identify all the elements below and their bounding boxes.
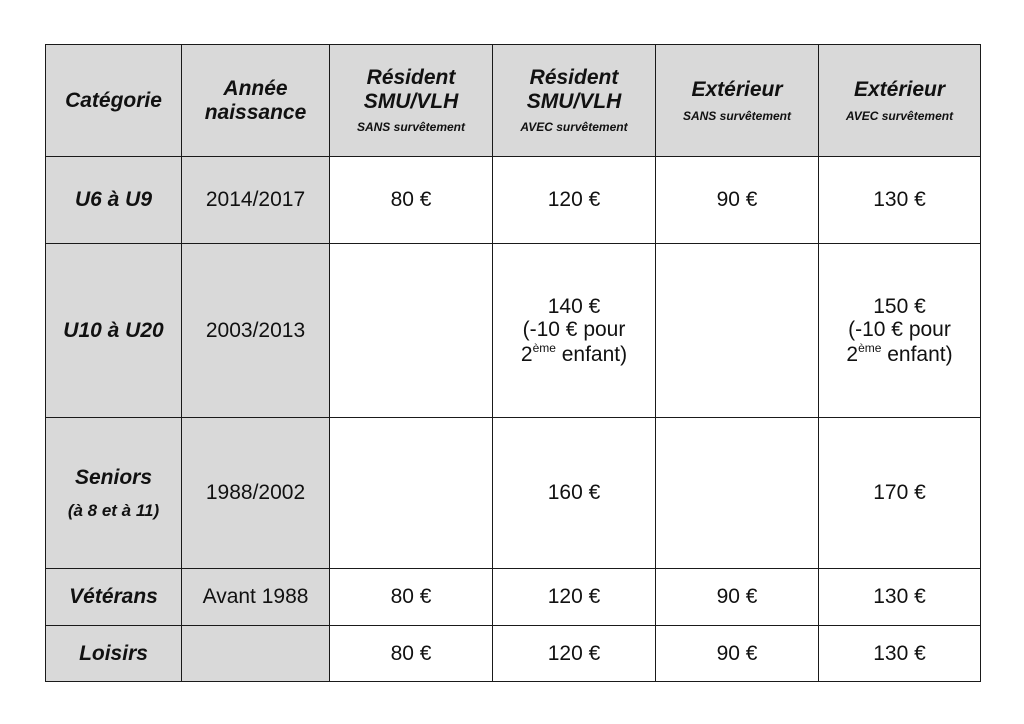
table-row (46, 244, 981, 418)
tarifs-table (45, 44, 981, 682)
cell-exterieur-sans: 90 € (656, 626, 819, 682)
cell-exterieur-sans (656, 418, 819, 569)
cell-exterieur-sans: 90 € (656, 569, 819, 626)
cell-annee: 1988/2002 (182, 418, 330, 569)
cell-resident-sans: 80 € (330, 157, 493, 244)
cell-categorie: U6 à U9 (46, 157, 182, 244)
child-line: 2ème enfant) (520, 340, 628, 366)
cell-annee: Avant 1988 (182, 569, 330, 626)
cell-resident-sans: 80 € (330, 626, 493, 682)
table-row (46, 418, 981, 569)
cell-resident-avec (493, 244, 656, 418)
cell-resident-avec: 120 € (493, 626, 656, 682)
cell-exterieur-avec (819, 244, 981, 418)
child-line: 2ème enfant) (846, 340, 953, 366)
cell-exterieur-avec: 130 € (819, 626, 981, 682)
discount-line: (-10 € pour (848, 318, 951, 342)
header-exterieur-sans: Extérieur SANS survêtement (656, 45, 819, 157)
cell-resident-sans (330, 418, 493, 569)
header-resident-avec: Résident SMU/VLH AVEC survêtement (493, 45, 656, 157)
cell-exterieur-avec: 130 € (819, 157, 981, 244)
price-line: 140 € (547, 294, 601, 318)
cell-resident-sans: 80 € (330, 569, 493, 626)
cell-categorie: Loisirs (46, 626, 182, 682)
table-row (46, 569, 981, 626)
cell-resident-sans (330, 244, 493, 418)
cell-categorie: U10 à U20 (46, 244, 182, 418)
cell-exterieur-avec: 130 € (819, 569, 981, 626)
cell-annee: 2014/2017 (182, 157, 330, 244)
price-line: 150 € (873, 294, 926, 318)
cell-resident-avec: 120 € (493, 157, 656, 244)
header-resident-sans: Résident SMU/VLH SANS survêtement (330, 45, 493, 157)
header-exterieur-avec: Extérieur AVEC survêtement (819, 45, 981, 157)
cell-annee (182, 626, 330, 682)
cell-resident-avec: 120 € (493, 569, 656, 626)
cell-categorie: Seniors (à 8 et à 11) (46, 418, 182, 569)
cell-annee: 2003/2013 (182, 244, 330, 418)
table-row (46, 157, 981, 244)
table-row (46, 626, 981, 682)
header-annee: Année naissance (182, 45, 330, 157)
discount-line: (-10 € pour (522, 318, 626, 342)
cell-exterieur-avec: 170 € (819, 418, 981, 569)
cell-resident-avec: 160 € (493, 418, 656, 569)
cell-exterieur-sans: 90 € (656, 157, 819, 244)
cell-exterieur-sans (656, 244, 819, 418)
header-row (46, 45, 981, 157)
header-categorie: Catégorie (46, 45, 182, 157)
categorie-subnote: (à 8 et à 11) (67, 501, 160, 521)
cell-categorie: Vétérans (46, 569, 182, 626)
